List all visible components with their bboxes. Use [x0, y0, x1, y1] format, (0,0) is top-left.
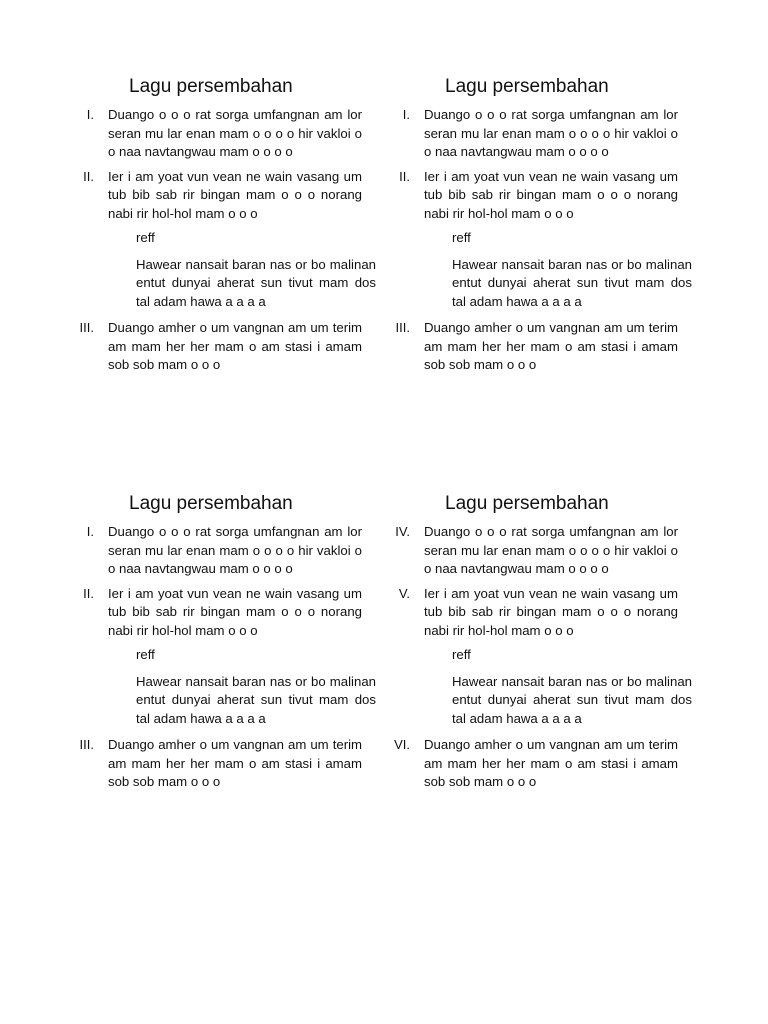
- verse-text: Ier i am yoat vun vean ne wain vasang um tub bib sab rir bingan mam o o o norang nabi rir hol-hol mam o o o: [424, 168, 678, 221]
- verse: [68, 523, 368, 579]
- verse: [68, 106, 368, 162]
- song-title: Lagu persembahan: [129, 493, 293, 514]
- song-title: Lagu persembahan: [445, 76, 609, 97]
- verse: [384, 585, 684, 641]
- verse: [384, 736, 684, 792]
- verse-text: Ier i am yoat vun vean ne wain vasang um tub bib sab rir bingan mam o o o norang nabi rir hol-hol mam o o o: [108, 585, 362, 638]
- verse-number: II.: [83, 585, 94, 601]
- verse-text: Duango amher o um vangnan am um terim am mam her her mam o am stasi i amam sob sob mam o o o: [424, 320, 678, 372]
- verse-text: Duango o o o rat sorga umfangnan am lor seran mu lar enan mam o o o o hir vakloi o o naa navtangwau mam o o o o: [424, 107, 678, 159]
- song-panel-bottom-left: [68, 489, 376, 798]
- refrain: [136, 229, 376, 311]
- refrain-text: Hawear nansait baran nas or bo malinan entut dunyai aherat sun tivut mam dos tal adam hawa a a a a: [136, 256, 376, 309]
- refrain-text: Hawear nansait baran nas or bo malinan entut dunyai aherat sun tivut mam dos tal adam hawa a a a a: [452, 256, 692, 309]
- song-panel-top-right: [384, 72, 692, 381]
- refrain-label: reff: [136, 647, 155, 662]
- verse-text: Duango o o o rat sorga umfangnan am lor seran mu lar enan mam o o o o hir vakloi o o naa navtangwau mam o o o o: [108, 107, 362, 159]
- song-panel-bottom-right: [384, 489, 692, 798]
- verse: [384, 523, 684, 579]
- song-title: Lagu persembahan: [129, 76, 293, 97]
- verse-text: Ier i am yoat vun vean ne wain vasang um tub bib sab rir bingan mam o o o norang nabi rir hol-hol mam o o o: [424, 585, 678, 638]
- verse-number: VI.: [394, 737, 410, 752]
- verse-number: I.: [86, 524, 94, 539]
- verse-text: Ier i am yoat vun vean ne wain vasang um tub bib sab rir bingan mam o o o norang nabi rir hol-hol mam o o o: [108, 168, 362, 221]
- verse: [384, 168, 684, 224]
- verse-number: III.: [79, 737, 94, 752]
- refrain-text: Hawear nansait baran nas or bo malinan entut dunyai aherat sun tivut mam dos tal adam hawa a a a a: [452, 673, 692, 726]
- song-title: Lagu persembahan: [445, 493, 609, 514]
- verse-number: IV.: [395, 524, 410, 539]
- verse-number: III.: [395, 320, 410, 335]
- verse-number: II.: [399, 168, 410, 184]
- song-panel-top-left: [68, 72, 376, 381]
- verse-number: V.: [398, 585, 410, 601]
- verse: [68, 585, 368, 641]
- refrain-label: reff: [136, 230, 155, 245]
- verse: [68, 319, 368, 375]
- verse-text: Duango amher o um vangnan am um terim am mam her her mam o am stasi i amam sob sob mam o o o: [424, 737, 678, 789]
- refrain: [452, 229, 692, 311]
- refrain-label: reff: [452, 230, 471, 245]
- verse: [68, 736, 368, 792]
- verse: [68, 168, 368, 224]
- verse-text: Duango o o o rat sorga umfangnan am lor seran mu lar enan mam o o o o hir vakloi o o naa navtangwau mam o o o o: [424, 524, 678, 576]
- verse: [384, 106, 684, 162]
- verse: [384, 319, 684, 375]
- verse-number: III.: [79, 320, 94, 335]
- refrain: [136, 646, 376, 728]
- refrain: [452, 646, 692, 728]
- verse-text: Duango amher o um vangnan am um terim am mam her her mam o am stasi i amam sob sob mam o o o: [108, 737, 362, 789]
- verse-number: I.: [86, 107, 94, 122]
- refrain-label: reff: [452, 647, 471, 662]
- refrain-text: Hawear nansait baran nas or bo malinan entut dunyai aherat sun tivut mam dos tal adam hawa a a a a: [136, 673, 376, 726]
- verse-number: I.: [402, 107, 410, 122]
- verse-text: Duango o o o rat sorga umfangnan am lor seran mu lar enan mam o o o o hir vakloi o o naa navtangwau mam o o o o: [108, 524, 362, 576]
- verse-number: II.: [83, 168, 94, 184]
- verse-text: Duango amher o um vangnan am um terim am mam her her mam o am stasi i amam sob sob mam o o o: [108, 320, 362, 372]
